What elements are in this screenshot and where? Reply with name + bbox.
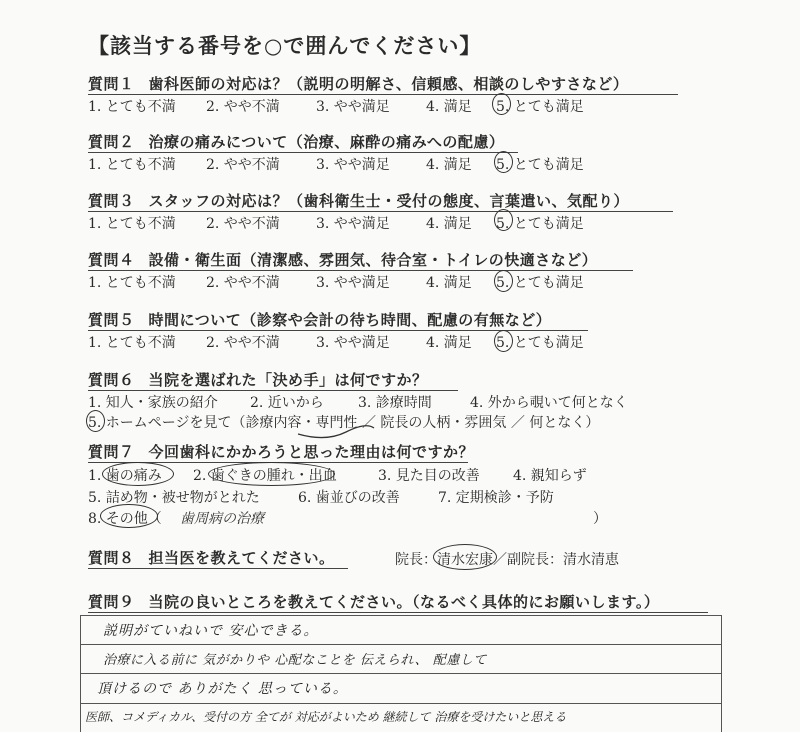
question-text: 当院を選ばれた「決め手」は何ですか？ — [148, 371, 428, 389]
selection-circle — [208, 462, 335, 486]
doctor-names: 院長：清水宏康／副院長：清水清恵 — [395, 552, 619, 568]
question-8-title — [88, 547, 335, 568]
option-1[interactable]: 1. とても不満 — [88, 335, 176, 351]
underline — [88, 612, 708, 613]
question-text: 今回歯科にかかろうと思った理由は何ですか？ — [148, 443, 475, 461]
option-5[interactable]: 5. とても満足 — [496, 335, 584, 351]
question-3-title — [88, 190, 629, 211]
question-number: 質問８ — [88, 549, 135, 567]
option-1[interactable]: 1. とても不満 — [88, 275, 176, 291]
option-5[interactable]: 5. とても満足 — [496, 157, 584, 173]
option-2[interactable]: 2. やや不満 — [206, 157, 280, 173]
comment-box — [80, 615, 722, 732]
option-2[interactable]: 2. やや不満 — [206, 99, 280, 115]
selection-circle — [100, 504, 158, 528]
option-3[interactable]: 3. やや満足 — [316, 335, 390, 351]
question-number: 質問２ — [88, 133, 135, 151]
underline — [88, 152, 518, 153]
option-5[interactable]: 5. とても満足 — [496, 275, 584, 291]
underline — [88, 390, 458, 391]
question-6-title — [88, 369, 428, 390]
question-number: 質問６ — [88, 371, 135, 389]
option-2[interactable]: 2. やや不満 — [206, 216, 280, 232]
handwritten-comment-line: 治療に入る前に 気がかりや 心配なことを 伝えられ、 配慮して — [103, 653, 487, 668]
question-number: 質問１ — [88, 75, 135, 93]
question-1-title — [88, 73, 628, 94]
option-2[interactable]: 2. 歯ぐきの腫れ・出血 — [193, 468, 337, 484]
underline — [88, 270, 633, 271]
option-3[interactable]: 3. やや満足 — [316, 216, 390, 232]
option-3[interactable]: 3. やや満足 — [316, 275, 390, 291]
option-7[interactable]: 7. 定期検診・予防 — [438, 490, 554, 506]
option-5[interactable]: 5. とても満足 — [496, 99, 584, 115]
question-text: 治療の痛みについて（治療、麻酔の痛みへの配慮） — [148, 133, 505, 151]
underline — [88, 330, 588, 331]
option-1[interactable]: 1. とても不満 — [88, 216, 176, 232]
option-1[interactable]: 1. とても不満 — [88, 157, 176, 173]
option-3[interactable]: 3. やや満足 — [316, 157, 390, 173]
option-4[interactable]: 4. 満足 — [426, 157, 472, 173]
underline — [88, 94, 678, 95]
underline — [88, 568, 348, 569]
question-4-title — [88, 249, 597, 270]
option-8-close: ） — [593, 511, 607, 527]
selection-circle — [433, 544, 497, 570]
question-text: 設備・衛生面（清潔感、雰囲気、待合室・トイレの快適さなど） — [148, 251, 598, 269]
question-number: 質問３ — [88, 192, 135, 210]
pen-stroke — [298, 426, 374, 438]
option-4[interactable]: 4. 満足 — [426, 275, 472, 291]
handwritten-underline — [296, 424, 376, 440]
selection-circle — [494, 209, 513, 231]
option-2[interactable]: 2. 近いから — [250, 395, 324, 411]
selection-circle — [494, 270, 513, 292]
question-text: 時間について（診察や会計の待ち時間、配慮の有無など） — [148, 311, 552, 329]
selection-circle — [86, 410, 105, 432]
option-5[interactable]: 5. 詰め物・被せ物がとれた — [88, 490, 260, 506]
underline — [88, 211, 673, 212]
question-number: 質問７ — [88, 443, 135, 461]
question-5-title — [88, 309, 551, 330]
option-1[interactable]: 1. 知人・家族の紹介 — [88, 395, 218, 411]
option-8[interactable]: 8. その他（ — [88, 511, 162, 527]
question-number: 質問９ — [88, 593, 135, 611]
selection-circle — [494, 330, 513, 352]
selection-circle — [494, 151, 513, 173]
option-2[interactable]: 2. やや不満 — [206, 275, 280, 291]
ruled-line — [81, 673, 721, 674]
question-text: 当院の良いところを教えてください。（なるべく具体的にお願いします。） — [148, 593, 660, 611]
page-title: 【該当する番号を○で囲んでください】 — [88, 33, 482, 58]
selection-circle — [102, 462, 174, 486]
option-4[interactable]: 4. 満足 — [426, 99, 472, 115]
question-number: 質問５ — [88, 311, 135, 329]
question-text: 担当医を教えてください。 — [148, 549, 335, 567]
question-9-title — [88, 591, 659, 612]
option-5[interactable]: 5. ホームページを見て（診療内容・専門性 ／ 院長の人柄・雰囲気 ／ 何となく） — [88, 415, 600, 431]
question-text: スタッフの対応は？（歯科衛生士・受付の態度、言葉遣い、気配り） — [148, 192, 630, 210]
ruled-line — [81, 644, 721, 645]
option-2[interactable]: 2. やや不満 — [206, 335, 280, 351]
question-text: 歯科医師の対応は？（説明の明解さ、信頼感、相談のしやすさなど） — [148, 75, 629, 93]
question-number: 質問４ — [88, 251, 135, 269]
option-3[interactable]: 3. 診療時間 — [358, 395, 432, 411]
option-4[interactable]: 4. 満足 — [426, 335, 472, 351]
handwritten-comment-line: 頂けるので ありがたく 思っている。 — [97, 681, 348, 697]
handwritten-other: 歯周病の治療 — [180, 511, 264, 527]
option-4[interactable]: 4. 親知らず — [513, 468, 587, 484]
ruled-line — [81, 703, 721, 704]
option-3[interactable]: 3. 見た目の改善 — [378, 468, 480, 484]
handwritten-comment-line: 説明がていねいで 安心できる。 — [103, 623, 319, 639]
handwritten-comment-line: 医師、コメディカル、受付の方 全てが 対応がよいため 継続して 治療を受けたいと思える — [85, 710, 567, 724]
option-5[interactable]: 5. とても満足 — [496, 216, 584, 232]
selection-circle — [492, 93, 511, 115]
option-3[interactable]: 3. やや満足 — [316, 99, 390, 115]
option-1[interactable]: 1. とても不満 — [88, 99, 176, 115]
option-4[interactable]: 4. 外から覗いて何となく — [470, 395, 628, 411]
question-2-title — [88, 131, 504, 152]
option-6[interactable]: 6. 歯並びの改善 — [298, 490, 400, 506]
option-4[interactable]: 4. 満足 — [426, 216, 472, 232]
option-1[interactable]: 1. 歯の痛み — [88, 468, 162, 484]
question-7-title — [88, 441, 474, 462]
